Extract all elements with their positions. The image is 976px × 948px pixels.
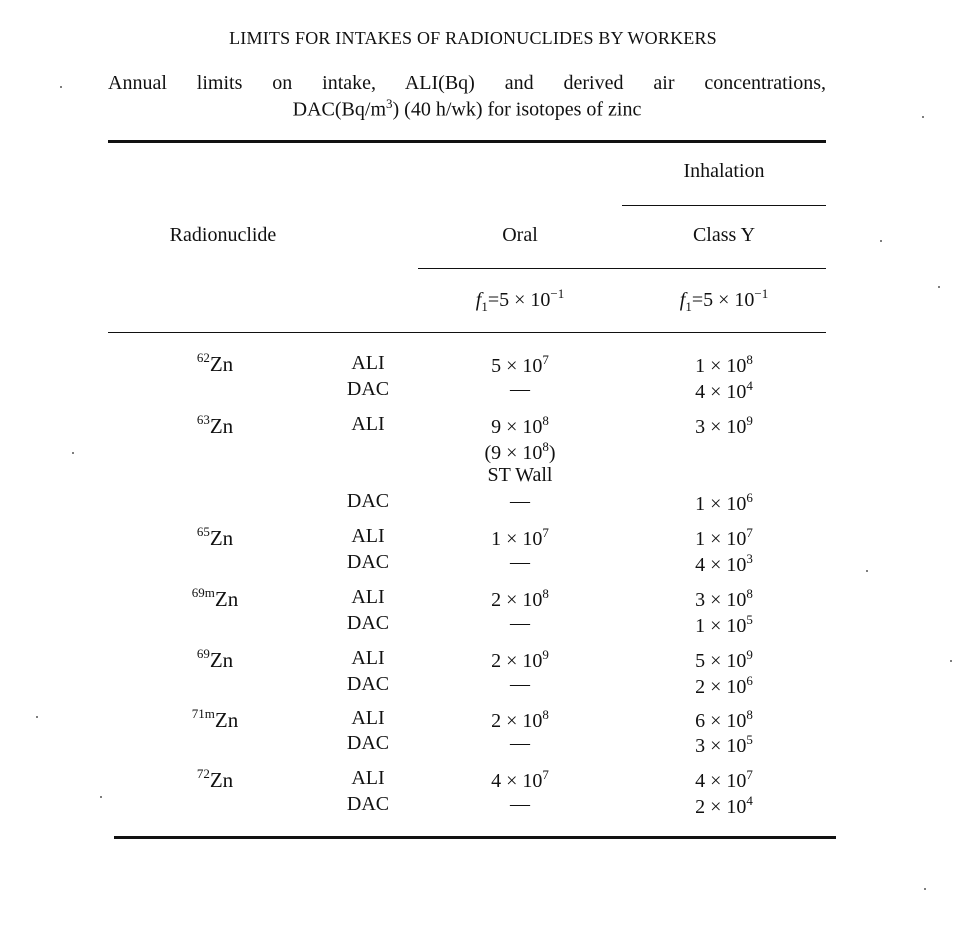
mass-number: 62 bbox=[196, 350, 210, 365]
oral-ali-value bbox=[418, 586, 622, 612]
page-title: LIMITS FOR INTAKES OF RADIONUCLIDES BY WORKERS bbox=[229, 28, 717, 48]
value-base: 3 × 10 bbox=[695, 589, 747, 611]
value-exponent: 5 bbox=[746, 732, 753, 747]
inhalation-ali-value bbox=[622, 707, 826, 733]
scan-speck bbox=[938, 286, 940, 288]
caption-dac-unit: DAC(Bq/m bbox=[292, 98, 386, 121]
header-bottom-rule bbox=[108, 332, 826, 333]
value-exponent: 7 bbox=[542, 525, 549, 540]
element-symbol: Zn bbox=[209, 352, 234, 376]
value-base: 1 × 10 bbox=[695, 528, 747, 550]
value-base: 1 × 10 bbox=[695, 493, 747, 515]
oral-ali-value bbox=[418, 647, 622, 673]
f1-subscript: 1 bbox=[481, 299, 488, 314]
table-caption-line-2 bbox=[0, 96, 934, 122]
header-class-y: Class Y bbox=[692, 224, 756, 246]
scan-speck bbox=[866, 570, 868, 572]
bottom-thick-rule bbox=[114, 836, 836, 839]
nuclide-69mzn bbox=[150, 585, 280, 612]
value-exponent: 9 bbox=[746, 647, 753, 662]
value-base: 4 × 10 bbox=[491, 770, 543, 792]
value-exponent: 9 bbox=[746, 413, 753, 428]
element-symbol: Zn bbox=[209, 768, 234, 792]
inhalation-ali-value bbox=[622, 767, 826, 793]
note-exponent: 8 bbox=[542, 439, 549, 454]
inhalation-dac-value bbox=[622, 673, 826, 699]
value-base: 2 × 10 bbox=[491, 710, 543, 732]
oral-dac-value: — bbox=[510, 490, 530, 512]
value-base: 6 × 10 bbox=[695, 710, 747, 732]
inhalation-dac-value bbox=[622, 793, 826, 819]
note-close: ) bbox=[548, 442, 556, 464]
header-radionuclide: Radionuclide bbox=[169, 224, 277, 246]
row-label-dac: DAC bbox=[346, 378, 390, 400]
oral-ali-note bbox=[418, 439, 622, 465]
row-label-ali: ALI bbox=[351, 767, 385, 789]
value-exponent: 7 bbox=[542, 352, 549, 367]
value-base: 1 × 10 bbox=[695, 615, 747, 637]
row-label-dac: DAC bbox=[346, 490, 390, 512]
oral-ali-note-organ: ST Wall bbox=[487, 464, 553, 486]
oral-ali-value bbox=[418, 525, 622, 551]
value-exponent: 3 bbox=[746, 551, 753, 566]
scan-speck bbox=[924, 888, 926, 890]
inhalation-ali-value bbox=[622, 647, 826, 673]
element-symbol: Zn bbox=[214, 587, 239, 611]
value-exponent: 4 bbox=[746, 793, 753, 808]
mass-number: 69m bbox=[191, 585, 215, 600]
row-label-ali: ALI bbox=[351, 413, 385, 435]
value-base: 2 × 10 bbox=[695, 796, 747, 818]
mass-number: 69 bbox=[196, 646, 210, 661]
inhalation-dac-value bbox=[622, 732, 826, 758]
f1-symbol: f bbox=[475, 289, 482, 311]
value-exponent: 6 bbox=[746, 490, 753, 505]
value-base: 5 × 10 bbox=[695, 650, 747, 672]
mass-number: 65 bbox=[196, 524, 210, 539]
value-base: 4 × 10 bbox=[695, 554, 747, 576]
value-base: 3 × 10 bbox=[695, 416, 747, 438]
value-base: 1 × 10 bbox=[695, 355, 747, 377]
oral-ali-value bbox=[418, 707, 622, 733]
row-label-ali: ALI bbox=[351, 707, 385, 729]
f1-symbol: f bbox=[679, 289, 686, 311]
f1-value: =5 × 10 bbox=[691, 289, 755, 311]
oral-ali-value bbox=[418, 767, 622, 793]
header-oral: Oral bbox=[502, 224, 538, 246]
inhalation-ali-value bbox=[622, 525, 826, 551]
value-exponent: 7 bbox=[746, 525, 753, 540]
nuclide-62zn bbox=[150, 350, 280, 377]
nuclide-63zn bbox=[150, 412, 280, 439]
f1-value: =5 × 10 bbox=[487, 289, 551, 311]
scan-speck bbox=[60, 86, 62, 88]
f1-exponent: −1 bbox=[754, 286, 769, 301]
value-exponent: 8 bbox=[746, 707, 753, 722]
row-label-dac: DAC bbox=[346, 551, 390, 573]
inhalation-dac-value bbox=[622, 490, 826, 516]
f1-exponent: −1 bbox=[550, 286, 565, 301]
row-label-dac: DAC bbox=[346, 612, 390, 634]
value-base: 2 × 10 bbox=[491, 589, 543, 611]
value-exponent: 6 bbox=[746, 673, 753, 688]
mass-number: 72 bbox=[196, 766, 210, 781]
value-base: 1 × 10 bbox=[491, 528, 543, 550]
scan-speck bbox=[72, 452, 74, 454]
mass-number: 71m bbox=[191, 706, 215, 721]
header-inhalation-f1 bbox=[622, 286, 826, 315]
value-exponent: 7 bbox=[746, 767, 753, 782]
row-label-ali: ALI bbox=[351, 525, 385, 547]
row-label-ali: ALI bbox=[351, 647, 385, 669]
oral-dac-value: — bbox=[510, 793, 530, 815]
value-base: 5 × 10 bbox=[491, 355, 543, 377]
inhalation-dac-value bbox=[622, 551, 826, 577]
nuclide-65zn bbox=[150, 524, 280, 551]
value-exponent: 8 bbox=[746, 352, 753, 367]
oral-dac-value: — bbox=[510, 612, 530, 634]
top-thick-rule bbox=[108, 140, 826, 143]
oral-ali-value bbox=[418, 413, 622, 439]
oral-ali-value bbox=[418, 352, 622, 378]
row-label-dac: DAC bbox=[346, 673, 390, 695]
scan-speck bbox=[100, 796, 102, 798]
nuclide-71mzn bbox=[150, 706, 280, 733]
row-label-ali: ALI bbox=[351, 586, 385, 608]
element-symbol: Zn bbox=[209, 414, 234, 438]
value-base: 4 × 10 bbox=[695, 381, 747, 403]
scan-speck bbox=[36, 716, 38, 718]
oral-dac-value: — bbox=[510, 551, 530, 573]
value-exponent: 8 bbox=[542, 586, 549, 601]
value-exponent: 4 bbox=[746, 378, 753, 393]
note-base: (9 × 10 bbox=[484, 442, 543, 464]
value-base: 3 × 10 bbox=[695, 735, 747, 757]
oral-dac-value: — bbox=[510, 732, 530, 754]
element-symbol: Zn bbox=[214, 708, 239, 732]
value-exponent: 8 bbox=[542, 413, 549, 428]
value-exponent: 8 bbox=[746, 586, 753, 601]
scan-speck bbox=[880, 240, 882, 242]
mass-number: 63 bbox=[196, 412, 210, 427]
header-inhalation: Inhalation bbox=[683, 160, 765, 182]
inhalation-dac-value bbox=[622, 378, 826, 404]
oral-dac-value: — bbox=[510, 673, 530, 695]
value-base: 2 × 10 bbox=[491, 650, 543, 672]
inhalation-ali-value bbox=[622, 352, 826, 378]
row-label-ali: ALI bbox=[351, 352, 385, 374]
value-exponent: 8 bbox=[542, 707, 549, 722]
row-label-dac: DAC bbox=[346, 732, 390, 754]
caption-suffix: ) (40 h/wk) for isotopes of zinc bbox=[392, 98, 642, 121]
inhalation-ali-value bbox=[622, 413, 826, 439]
value-exponent: 5 bbox=[746, 612, 753, 627]
table-caption-line-1: Annual limits on intake, ALI(Bq) and derived air concentrations, bbox=[108, 72, 826, 94]
inhalation-ali-value bbox=[622, 586, 826, 612]
columns-underline bbox=[418, 268, 826, 269]
row-label-dac: DAC bbox=[346, 793, 390, 815]
scan-speck bbox=[950, 660, 952, 662]
element-symbol: Zn bbox=[209, 648, 234, 672]
value-base: 9 × 10 bbox=[491, 416, 543, 438]
header-oral-f1 bbox=[418, 286, 622, 315]
value-exponent: 7 bbox=[542, 767, 549, 782]
scan-speck bbox=[922, 116, 924, 118]
oral-dac-value: — bbox=[510, 378, 530, 400]
value-base: 2 × 10 bbox=[695, 676, 747, 698]
nuclide-69zn bbox=[150, 646, 280, 673]
nuclide-72zn bbox=[150, 766, 280, 793]
f1-subscript: 1 bbox=[685, 299, 692, 314]
inhalation-underline bbox=[622, 205, 826, 206]
value-exponent: 9 bbox=[542, 647, 549, 662]
value-base: 4 × 10 bbox=[695, 770, 747, 792]
inhalation-dac-value bbox=[622, 612, 826, 638]
element-symbol: Zn bbox=[209, 526, 234, 550]
caption-unit-exponent: 3 bbox=[386, 96, 393, 111]
